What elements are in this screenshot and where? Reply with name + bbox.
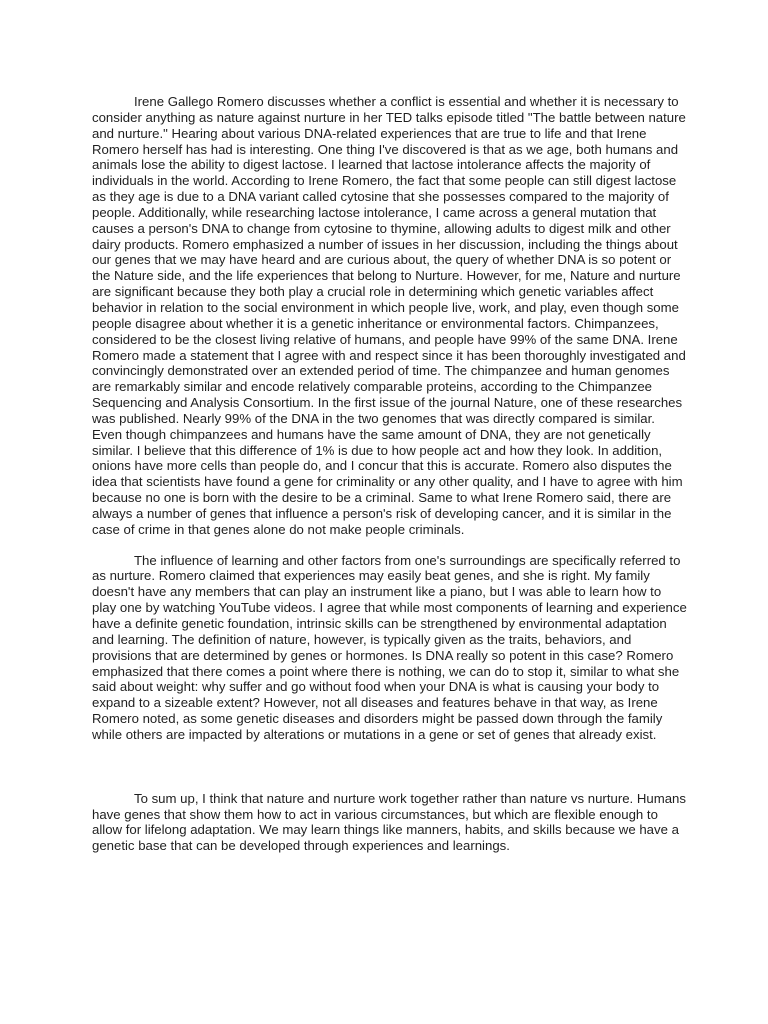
paragraph-2: The influence of learning and other factors from one's surroundings are specifically referred to as nurture. Romero claimed that experiences may easily beat genes, and she is right. My family doesn't have any members that can play an instrument like a piano, but I was able to learn how to play one by watching YouTube videos. I agree that while most components of learning and experience have a definite genetic foundation, intrinsic skills can be strengthened by environmental adaptation and learning. The definition of nature, however, is typically given as the traits, behaviors, and provisions that are determined by genes or hormones. Is DNA really so potent in this case? Romero emphasized that there comes a point where there is nothing, we can do to stop it, similar to what she said about weight: why suffer and go without food when your DNA is what is causing your body to expand to a sizeable extent? However, not all diseases and features behave in that way, as Irene Romero noted, as some genetic diseases and disorders might be passed down through the family while others are impacted by alterations or mutations in a gene or set of genes that already exist.: [92, 552, 687, 742]
paragraph-3: To sum up, I think that nature and nurture work together rather than nature vs nurture. Humans have genes that show them how to act in various circumstances, but which are flexible enough to allow for lifelong adaptation. We may learn things like manners, habits, and skills because we have a genetic base that can be developed through experiences and learnings.: [92, 790, 686, 854]
essay-body: [92, 94, 688, 854]
paragraph-1: Irene Gallego Romero discusses whether a conflict is essential and whether it is necessary to consider anything as nature against nurture in her TED talks episode titled "The battle between nature and nurture." Hearing about various DNA-related experiences that are true to life and that Irene Romero herself has had is interesting. One thing I've discovered is that as we age, both humans and animals lose the ability to digest lactose. I learned that lactose intolerance affects the majority of individuals in the world. According to Irene Romero, the fact that some people can still digest lactose as they age is due to a DNA variant called cytosine that she possesses compared to the majority of people. Additionally, while researching lactose intolerance, I came across a general mutation that causes a person's DNA to change from cytosine to thymine, allowing adults to digest milk and other dairy products. Romero emphasized a number of issues in her discussion, including the things about our genes that we may have heard and are curious about, the query of whether DNA is so potent or the Nature side, and the life experiences that belong to Nurture. However, for me, Nature and nurture are significant because they both play a crucial role in determining which genetic variables affect behavior in relation to the social environment in which people live, work, and play, even though some people disagree about whether it is a genetic inheritance or environmental factors. Chimpanzees, considered to be the closest living relative of humans, and people have 99% of the same DNA. Irene Romero made a statement that I agree with and respect since it has been thoroughly investigated and convincingly demonstrated over an extended period of time. The chimpanzee and human genomes are remarkably similar and encode relatively comparable proteins, according to the Chimpanzee Sequencing and Analysis Consortium. In the first issue of the journal Nature, one of these researches was published. Nearly 99% of the DNA in the two genomes that was directly compared is similar. Even though chimpanzees and humans have the same amount of DNA, they are not genetically similar. I believe that this difference of 1% is due to how people act and how they look. In addition, onions have more cells than people do, and I concur that this is accurate. Romero also disputes the idea that scientists have found a gene for criminality or any other quality, and I have to agree with him because no one is born with the desire to be a criminal. Same to what Irene Romero said, there are always a number of genes that influence a person's risk of developing cancer, and it is similar in the case of crime in that genes alone do not make people criminals.: [92, 94, 686, 537]
